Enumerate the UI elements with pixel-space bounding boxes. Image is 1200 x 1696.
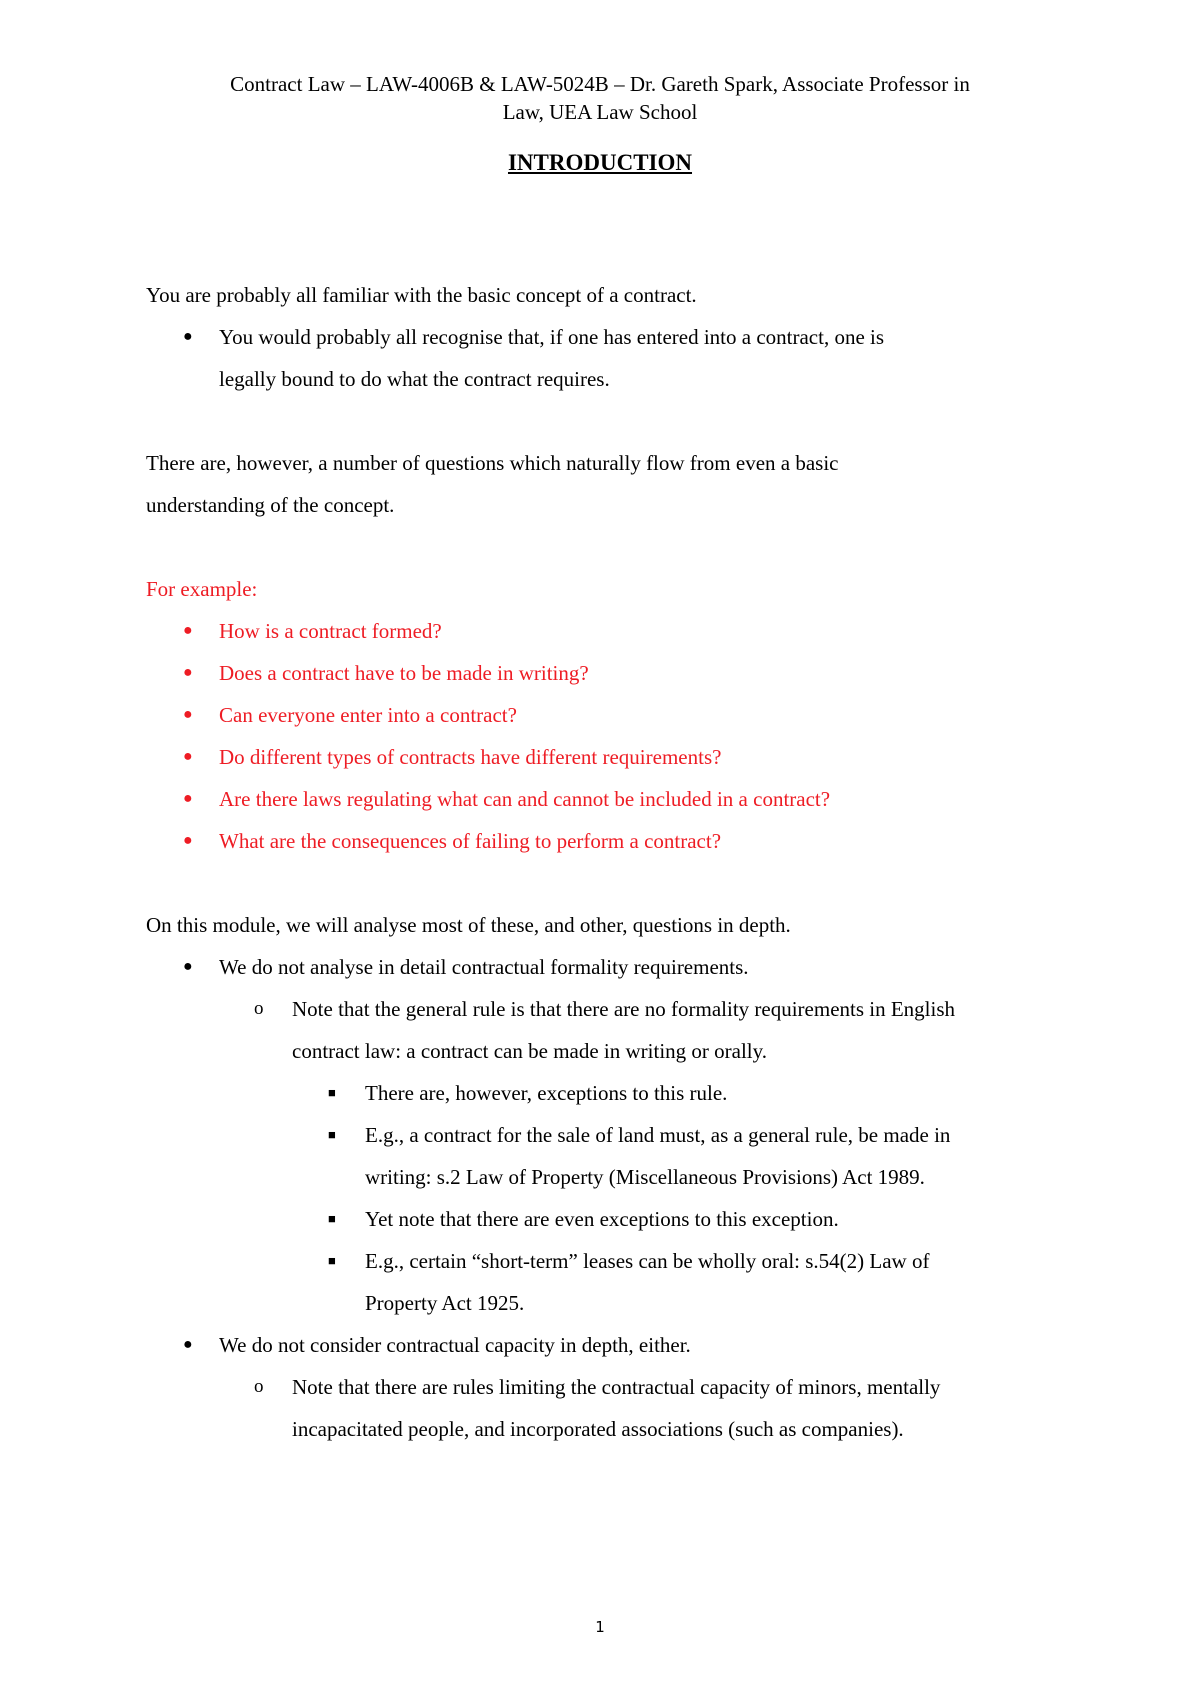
filled-circle-bullet-icon: ●: [183, 832, 193, 849]
filled-circle-bullet-icon: ●: [183, 622, 193, 639]
list-item: ● We do not analyse in detail contractual formality requirements.: [146, 946, 1076, 988]
filled-circle-bullet-icon: ●: [183, 328, 193, 345]
list-item: ● Are there laws regulating what can and cannot be included in a contract?: [146, 778, 1076, 820]
page-title: [0, 149, 1200, 177]
filled-circle-bullet-icon: ●: [183, 664, 193, 681]
module-paragraph: On this module, we will analyse most of these, and other, questions in depth.: [146, 913, 791, 937]
list-item: ● How is a contract formed?: [146, 610, 1076, 652]
list-item: ■ There are, however, exceptions to this rule.: [146, 1072, 1076, 1114]
list-item: ● Does a contract have to be made in writing?: [146, 652, 1076, 694]
examples-label: For example:: [146, 577, 258, 601]
filled-circle-bullet-icon: ●: [183, 1336, 193, 1353]
page-header: [140, 70, 1060, 126]
square-bullet-icon: ■: [328, 1127, 336, 1142]
list-item: ● Do different types of contracts have different requirements?: [146, 736, 1076, 778]
page-title-text: INTRODUCTION: [507, 150, 693, 175]
square-bullet-icon: ■: [328, 1253, 336, 1268]
spacer: [146, 400, 1076, 442]
filled-circle-bullet-icon: ●: [183, 790, 193, 807]
module-list: [146, 946, 1076, 1450]
list-item: o Note that there are rules limiting the contractual capacity of minors, mentally incapacitated people, and incorporated associations (such as companies).: [146, 1366, 1076, 1450]
filled-circle-bullet-icon: ●: [183, 958, 193, 975]
list-item: ● Can everyone enter into a contract?: [146, 694, 1076, 736]
hollow-o-bullet-icon: o: [254, 998, 264, 1019]
document-body: [146, 274, 1076, 1450]
questions-paragraph: There are, however, a number of questions which naturally flow from even a basic understanding of the concept.: [146, 451, 839, 517]
header-line-2: Law, UEA Law School: [502, 100, 698, 124]
list-item: ■ E.g., a contract for the sale of land must, as a general rule, be made in writing: s.2 Law of Property (Miscellaneous Provisions) Act 1989.: [146, 1114, 1076, 1198]
examples-list: [146, 610, 1076, 862]
spacer: [146, 526, 1076, 568]
hollow-o-bullet-icon: o: [254, 1376, 264, 1397]
list-item: ● What are the consequences of failing to perform a contract?: [146, 820, 1076, 862]
filled-circle-bullet-icon: ●: [183, 706, 193, 723]
square-bullet-icon: ■: [328, 1211, 336, 1226]
list-item: o Note that the general rule is that there are no formality requirements in English contract law: a contract can be made in writing or orally.: [146, 988, 1076, 1072]
square-bullet-icon: ■: [328, 1085, 336, 1100]
list-item: ■ Yet note that there are even exceptions to this exception.: [146, 1198, 1076, 1240]
intro-paragraph: You are probably all familiar with the basic concept of a contract.: [146, 283, 697, 307]
list-item: ■ E.g., certain “short-term” leases can be wholly oral: s.54(2) Law of Property Act 1925.: [146, 1240, 1076, 1324]
list-item: ● You would probably all recognise that, if one has entered into a contract, one is legally bound to do what the contract requires.: [146, 316, 1076, 400]
intro-bullet-list: [146, 316, 1076, 400]
filled-circle-bullet-icon: ●: [183, 748, 193, 765]
page-number: 1: [595, 1618, 605, 1636]
spacer: [146, 862, 1076, 904]
header-line-1: Contract Law – LAW-4006B & LAW-5024B – Dr. Gareth Spark, Associate Professor in: [230, 72, 970, 96]
list-item: ● We do not consider contractual capacity in depth, either.: [146, 1324, 1076, 1366]
